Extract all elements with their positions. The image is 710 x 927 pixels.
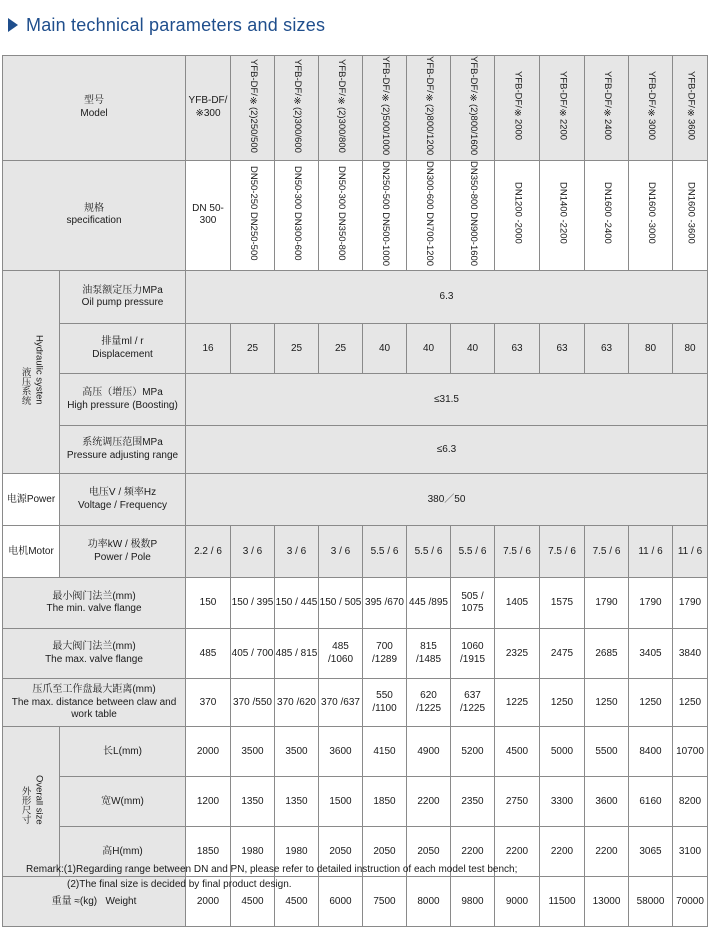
max_flange-value: 2325	[495, 629, 540, 679]
min_flange-value: 395 /670	[363, 578, 407, 629]
model-header-cell	[673, 56, 708, 161]
model-name: YFB-DF/※300	[188, 95, 228, 119]
spec-label-en: specification	[66, 215, 122, 227]
voltage-label	[60, 474, 186, 526]
min_flange-value: 505 / 1075	[451, 578, 495, 629]
spec-range: DN1600 -3600	[685, 182, 697, 245]
spec-range: DN1400 -2200	[557, 182, 569, 245]
max_flange-value: 405 / 700	[231, 629, 275, 679]
spec-cell	[319, 160, 363, 271]
power-label	[60, 526, 186, 578]
table-row	[3, 629, 708, 679]
spec-range: DN1600 -2400	[601, 182, 613, 245]
power-value: 3 / 6	[319, 526, 363, 578]
table-row	[3, 374, 708, 426]
height-value: 2200	[585, 827, 629, 877]
high_pressure-value: ≤31.5	[186, 374, 708, 426]
max_distance-value: 1250	[629, 679, 673, 727]
weight-value: 9800	[451, 877, 495, 927]
displacement-label-en: Displacement	[92, 348, 153, 360]
spec-label	[3, 160, 186, 271]
triangle-bullet-icon	[8, 18, 18, 32]
max_flange-value: 2685	[585, 629, 629, 679]
weight-value: 6000	[319, 877, 363, 927]
length-value: 2000	[186, 727, 231, 777]
power-label-zh: 功率kW / 极数P	[87, 539, 158, 551]
hydraulic-group-zh: 液压系统	[19, 366, 31, 405]
max-distance-label	[3, 679, 186, 727]
spec-cell	[540, 160, 585, 271]
pressure_adj-label-en: Pressure adjusting range	[66, 449, 179, 461]
length-value: 3600	[319, 727, 363, 777]
max_distance-value: 1250	[540, 679, 585, 727]
spec-range: DN1200 -2000	[512, 182, 524, 245]
width-value: 3600	[585, 777, 629, 827]
min_flange-value: 1790	[629, 578, 673, 629]
displacement-value: 63	[540, 324, 585, 374]
width-label	[60, 777, 186, 827]
spec-range: DN50-250 DN250-500	[247, 165, 259, 261]
min_flange-value: 1790	[585, 578, 629, 629]
max_distance-value: 637 /1225	[451, 679, 495, 727]
min_flange-value: 150 / 505	[319, 578, 363, 629]
width-value: 3300	[540, 777, 585, 827]
high-pressure-label	[60, 374, 186, 426]
height-label-text: 高H(mm)	[102, 845, 143, 857]
height-value: 2200	[495, 827, 540, 877]
max_flange-value: 815 /1485	[407, 629, 451, 679]
max_distance-value: 1225	[495, 679, 540, 727]
table-row	[3, 271, 708, 324]
width-value: 6160	[629, 777, 673, 827]
table-row	[3, 526, 708, 578]
height-value: 3100	[673, 827, 708, 877]
weight-value: 11500	[540, 877, 585, 927]
model-name: YFB-DF/※2000	[512, 71, 524, 141]
max_flange-value: 485 /1060	[319, 629, 363, 679]
power-source-group	[3, 474, 60, 526]
height-value: 2050	[363, 827, 407, 877]
hydraulic-group	[3, 271, 60, 474]
length-label-text: 长L(mm)	[103, 745, 142, 757]
power-value: 3 / 6	[231, 526, 275, 578]
height-value: 2200	[540, 827, 585, 877]
displacement-value: 40	[363, 324, 407, 374]
max_flange-label-en: The max. valve flange	[45, 653, 143, 665]
weight-value: 70000	[673, 877, 708, 927]
length-value: 10700	[673, 727, 708, 777]
model-header-cell	[585, 56, 629, 161]
model-header-cell	[275, 56, 319, 161]
spec-cell	[407, 160, 451, 271]
max_distance-value: 370 /550	[231, 679, 275, 727]
power-value: 3 / 6	[275, 526, 319, 578]
displacement-value: 25	[275, 324, 319, 374]
table-row	[3, 679, 708, 727]
model-name: YFB-DF/※(2)250/500	[247, 58, 259, 153]
spec-cell	[451, 160, 495, 271]
width-value: 2750	[495, 777, 540, 827]
max_distance-value: 370 /620	[275, 679, 319, 727]
height-value: 2200	[451, 827, 495, 877]
model-name: YFB-DF/※3600	[685, 71, 697, 141]
pressure-adj-label	[60, 426, 186, 474]
weight-value: 7500	[363, 877, 407, 927]
power-value: 7.5 / 6	[495, 526, 540, 578]
max_distance-value: 1250	[673, 679, 708, 727]
length-value: 4150	[363, 727, 407, 777]
length-value: 3500	[231, 727, 275, 777]
model-header-cell	[540, 56, 585, 161]
length-value: 5200	[451, 727, 495, 777]
weight-value: 13000	[585, 877, 629, 927]
page-title: Main technical parameters and sizes	[26, 14, 326, 35]
length-value: 4500	[495, 727, 540, 777]
model-name: YFB-DF/※(2)800/1200	[423, 56, 435, 156]
min_flange-value: 1790	[673, 578, 708, 629]
spec-cell	[495, 160, 540, 271]
oil_pump-value: 6.3	[186, 271, 708, 324]
width-value: 2350	[451, 777, 495, 827]
power_source-group-en: Power	[26, 493, 56, 505]
spec-range: DN300-600 DN700-1200	[423, 160, 435, 266]
max_distance-label-zh: 压爪至工作盘最大距离(mm)	[32, 684, 156, 696]
motor-group-en: Motor	[28, 545, 54, 557]
model-name: YFB-DF/※2200	[557, 71, 569, 141]
model-name: YFB-DF/※(2)300/800	[335, 58, 347, 153]
max-flange-label	[3, 629, 186, 679]
motor-group	[3, 526, 60, 578]
model-name: YFB-DF/※2400	[601, 71, 613, 141]
max_flange-value: 2475	[540, 629, 585, 679]
displacement-value: 25	[231, 324, 275, 374]
pressure_adj-value: ≤6.3	[186, 426, 708, 474]
height-value: 1980	[275, 827, 319, 877]
table-row	[3, 56, 708, 161]
min_flange-label-en: The min. valve flange	[46, 603, 142, 615]
height-value: 3065	[629, 827, 673, 877]
max_flange-value: 1060 /1915	[451, 629, 495, 679]
min_flange-value: 445 /895	[407, 578, 451, 629]
weight-label-zh: 重量 ≈(kg)	[51, 895, 98, 907]
displacement-value: 16	[186, 324, 231, 374]
model-header-cell	[407, 56, 451, 161]
spec-range: DN250-500 DN500-1000	[379, 160, 391, 266]
length-value: 5000	[540, 727, 585, 777]
oil_pump-label-en: Oil pump pressure	[81, 297, 164, 309]
model-name: YFB-DF/※3000	[645, 71, 657, 141]
weight-value: 9000	[495, 877, 540, 927]
table-row	[3, 578, 708, 629]
weight-value: 4500	[275, 877, 319, 927]
power-value: 11 / 6	[629, 526, 673, 578]
model-label	[3, 56, 186, 161]
remarks	[26, 862, 517, 892]
model-header-cell	[629, 56, 673, 161]
hydraulic-group-en: Hydraulic systen	[33, 335, 45, 405]
power-value: 2.2 / 6	[186, 526, 231, 578]
power-value: 7.5 / 6	[540, 526, 585, 578]
spec-range: DN50-300 DN300-600	[291, 165, 303, 261]
height-value: 2050	[407, 827, 451, 877]
weight-label-en: Weight	[105, 895, 137, 907]
max_distance-value: 370	[186, 679, 231, 727]
spec-cell	[231, 160, 275, 271]
power-value: 5.5 / 6	[407, 526, 451, 578]
weight-value: 58000	[629, 877, 673, 927]
model-header-cell	[495, 56, 540, 161]
spec-cell	[629, 160, 673, 271]
section-heading	[8, 12, 325, 38]
spec-label-zh: 规格	[84, 202, 104, 214]
min_flange-label-zh: 最小阀门法兰(mm)	[52, 590, 136, 602]
width-value: 8200	[673, 777, 708, 827]
oil-pump-label	[60, 271, 186, 324]
width-value: 1500	[319, 777, 363, 827]
width-value: 1350	[231, 777, 275, 827]
power-value: 5.5 / 6	[363, 526, 407, 578]
table-row	[3, 777, 708, 827]
spec-cell	[186, 160, 231, 271]
max_distance-value: 620 /1225	[407, 679, 451, 727]
table-row	[3, 324, 708, 374]
length-value: 4900	[407, 727, 451, 777]
max_flange-value: 485 / 815	[275, 629, 319, 679]
spec-cell	[275, 160, 319, 271]
max_flange-value: 3840	[673, 629, 708, 679]
overall-size-group	[3, 727, 60, 877]
spec-range: DN350-800 DN900-1600	[467, 160, 479, 266]
max_flange-value: 700 /1289	[363, 629, 407, 679]
displacement-value: 63	[495, 324, 540, 374]
min-flange-label	[3, 578, 186, 629]
table-row	[3, 474, 708, 526]
displacement-value: 80	[629, 324, 673, 374]
length-value: 5500	[585, 727, 629, 777]
length-value: 3500	[275, 727, 319, 777]
table-row	[3, 160, 708, 271]
spec-cell	[585, 160, 629, 271]
min_flange-value: 150	[186, 578, 231, 629]
spec-range: DN1600 -3000	[645, 182, 657, 245]
overall-group-en: Overall size	[33, 774, 45, 825]
high_pressure-label-zh: 高压（增压）MPa	[82, 387, 163, 399]
min_flange-value: 150 / 445	[275, 578, 319, 629]
spec-range: DN 50-300	[192, 202, 224, 227]
width-value: 1350	[275, 777, 319, 827]
power-value: 5.5 / 6	[451, 526, 495, 578]
voltage-label-en: Voltage / Frequency	[78, 499, 167, 511]
max_distance-label-en: The max. distance between claw and work table	[11, 696, 177, 721]
max_distance-value: 550 /1100	[363, 679, 407, 727]
displacement-value: 25	[319, 324, 363, 374]
model-name: YFB-DF/※(2)800/1600	[467, 56, 479, 156]
height-value: 1850	[186, 827, 231, 877]
width-label-text: 宽W(mm)	[101, 795, 144, 807]
displacement-value: 63	[585, 324, 629, 374]
model-name: YFB-DF/※(2)300/600	[291, 58, 303, 153]
power-value: 11 / 6	[673, 526, 708, 578]
high_pressure-label-en: High pressure (Boosting)	[67, 399, 178, 411]
model-header-cell	[231, 56, 275, 161]
height-value: 2050	[319, 827, 363, 877]
height-value: 1980	[231, 827, 275, 877]
voltage-value: 380／50	[186, 474, 708, 526]
remark-line-2: (2)The final size is decided by final product design.	[67, 879, 292, 890]
length-value: 8400	[629, 727, 673, 777]
spec-table	[2, 55, 708, 927]
displacement-label-zh: 排量ml / r	[101, 336, 144, 348]
min_flange-value: 150 / 395	[231, 578, 275, 629]
min_flange-value: 1575	[540, 578, 585, 629]
table-row	[3, 727, 708, 777]
max_flange-value: 3405	[629, 629, 673, 679]
min_flange-value: 1405	[495, 578, 540, 629]
weight-value: 2000	[186, 877, 231, 927]
model-label-en: Model	[80, 107, 108, 119]
pressure_adj-label-zh: 系统调压范围MPa	[82, 437, 163, 449]
weight-value: 8000	[407, 877, 451, 927]
motor-group-zh: 电机	[8, 545, 29, 557]
weight-value: 4500	[231, 877, 275, 927]
max_distance-value: 370 /637	[319, 679, 363, 727]
displacement-value: 40	[407, 324, 451, 374]
spec-range: DN50-300 DN350-800	[335, 165, 347, 261]
model-header-cell	[319, 56, 363, 161]
power_source-group-zh: 电源	[6, 493, 27, 505]
spec-cell	[673, 160, 708, 271]
displacement-value: 40	[451, 324, 495, 374]
model-header-cell	[363, 56, 407, 161]
remark-line-1: Remark:(1)Regarding range between DN and PN, please refer to detailed instruction of each model test bench;	[26, 864, 518, 875]
overall-group-zh: 外形尺寸	[19, 786, 31, 825]
max_distance-value: 1250	[585, 679, 629, 727]
voltage-label-zh: 电压V / 频率Hz	[88, 487, 157, 499]
max_flange-value: 485	[186, 629, 231, 679]
displacement-value: 80	[673, 324, 708, 374]
model-label-zh: 型号	[84, 95, 104, 107]
width-value: 2200	[407, 777, 451, 827]
spec-cell	[363, 160, 407, 271]
width-value: 1850	[363, 777, 407, 827]
width-value: 1200	[186, 777, 231, 827]
power-label-en: Power / Pole	[94, 551, 151, 563]
displacement-label	[60, 324, 186, 374]
max_flange-label-zh: 最大阀门法兰(mm)	[52, 641, 136, 653]
table-row	[3, 426, 708, 474]
power-value: 7.5 / 6	[585, 526, 629, 578]
model-header-cell	[186, 56, 231, 161]
oil_pump-label-zh: 油泵额定压力MPa	[82, 284, 163, 296]
length-label	[60, 727, 186, 777]
model-name: YFB-DF/※(2)500/1000	[379, 56, 391, 156]
model-header-cell	[451, 56, 495, 161]
